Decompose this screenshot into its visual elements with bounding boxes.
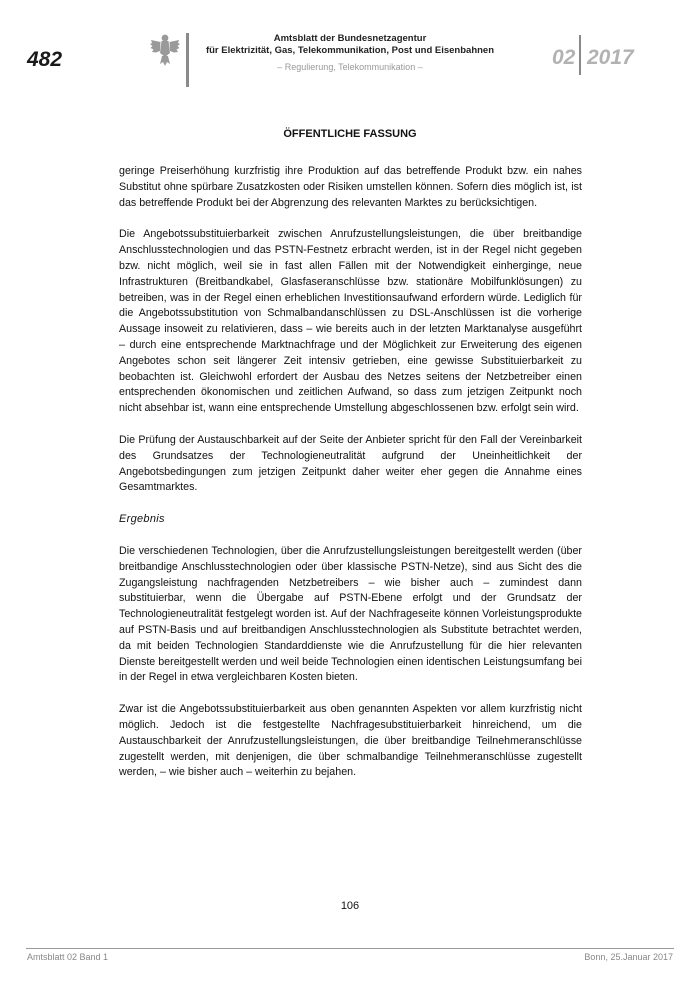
paragraph: geringe Preiserhöhung kurzfristig ihre Produktion auf das betreffende Produkt bzw. ein nahes Substitut ohne spürbare Zusatzkosten oder Risiken umstellen können. Sofern dies möglich ist, ist das betreffende Produkt bei der Abgrenzung des relevanten Marktes zu berücksichtigen. (119, 165, 582, 209)
journal-header (200, 33, 500, 72)
issue-number: 02 (552, 46, 576, 69)
issue-year: 2017 (587, 46, 634, 69)
paragraph: Zwar ist die Angebotssubstituierbarkeit aus oben genannten Aspekten vor allem kurzfristig nicht möglich. Jedoch ist die festgestellte Nachfragesubstituierbarkeit hinreichend, um die Austauschbarkeit der Anrufzustellungsleistungen, die über breitbandige Teilnehmeranschlüsse zugestellt werden, mit denjenigen, die über schmalbandige Teilnehmeranschlüsse zugestellt werden, – wie bisher auch – weiterhin zu bejahen. (119, 703, 582, 779)
paragraph: Die Prüfung der Austauschbarkeit auf der Seite der Anbieter spricht für den Fall der Vereinbarkeit des Grundsatzes der Technologieneutralität aufgrund der Uneinheitlichkeit der Angebotsbedingungen zum jetzigen Zeitpunkt daher weiter eher gegen die Annahme eines Gesamtmarktes. (119, 433, 582, 494)
document-page-number: 106 (340, 900, 360, 912)
section-heading: Ergebnis (119, 513, 165, 526)
journal-page-number: 482 (27, 48, 63, 71)
header-divider (186, 33, 189, 87)
footer-date: Bonn, 25.Januar 2017 (584, 952, 673, 962)
document-title: ÖFFENTLICHE FASSUNG (283, 128, 417, 140)
federal-eagle-icon (149, 33, 181, 67)
paragraph: Die Angebotssubstituierbarkeit zwischen Anrufzustellungsleistungen, die über breitbandige Anschlusstechnologien und das PSTN-Festnetz erbracht werden, ist in der Regel nicht gegeben bzw. nicht möglich, weil sie in fast allen Fällen mit der Notwendigkeit einherginge, neue Infrastrukturen (Breitbandkabel, Glasfaseranschlüsse bzw. stationäre Mobilfunklösungen) zu betreiben, was in der Regel einen erheblichen Investitionsaufwand erfordern würde. Lediglich für die Angebotssubstitution von Schmalbandanschlüssen zu DSL-Anschlüssen ist die vorherige Aussage insoweit zu relativieren, dass – wie bereits auch in der letzten Marktanalyse ausgeführt – durch eine entsprechende Marktnachfrage und der Möglichkeit zur Erweiterung des eigenen Angebotes schon seit längerer Zeit intensiv getrieben, eine gewisse Substituierbarkeit zu beobachten ist. Gleichwohl erfordert der Ausbau des Netzes seitens der Netzbetreiber einen entsprechenden ökonomischen und zeitlichen Aufwand, so dass zum jetzigen Zeitpunkt noch nicht absehbar ist, wann eine entsprechende Umstellung abgeschlossenen bzw. erfolgt sein wird. (119, 228, 582, 415)
issue-divider (579, 35, 581, 75)
document-body (119, 164, 582, 797)
footer-divider (26, 948, 674, 949)
journal-title-line1: Amtsblatt der Bundesnetzagentur (273, 33, 427, 44)
paragraph: Die verschiedenen Technologien, über die Anrufzustellungsleistungen bereitgestellt werden (über breitbandige Anschlusstechnologien oder über klassische PSTN-Netze), sind aus Sicht des die Zugangsleistung nachfragenden Netzbetreibers – wie bisher auch – zumindest dann substituierbar, wenn die Übergabe auf PSTN-Ebene erfolgt und der Grundsatz der Technologieneutralität festgelegt worden ist. Auf der Nachfrageseite können Vorleistungsprodukte auf PSTN-Basis und auf breitbandigen Anschlusstechnologien als Substitute betrachtet werden, da mit beiden Technologien Standarddienste wie die Anrufzustellung für die hier relevanten Dienste bereitgestellt werden und weil beide Technologien einen identischen Leistungsumfang bei in der Regel in etwa vergleichbaren Kosten bieten. (119, 544, 582, 684)
journal-title-line2: für Elektrizität, Gas, Telekommunikation, Post und Eisenbahnen (205, 45, 495, 56)
footer-publication: Amtsblatt 02 Band 1 (27, 952, 109, 962)
journal-section: – Regulierung, Telekommunikation – (277, 62, 423, 72)
